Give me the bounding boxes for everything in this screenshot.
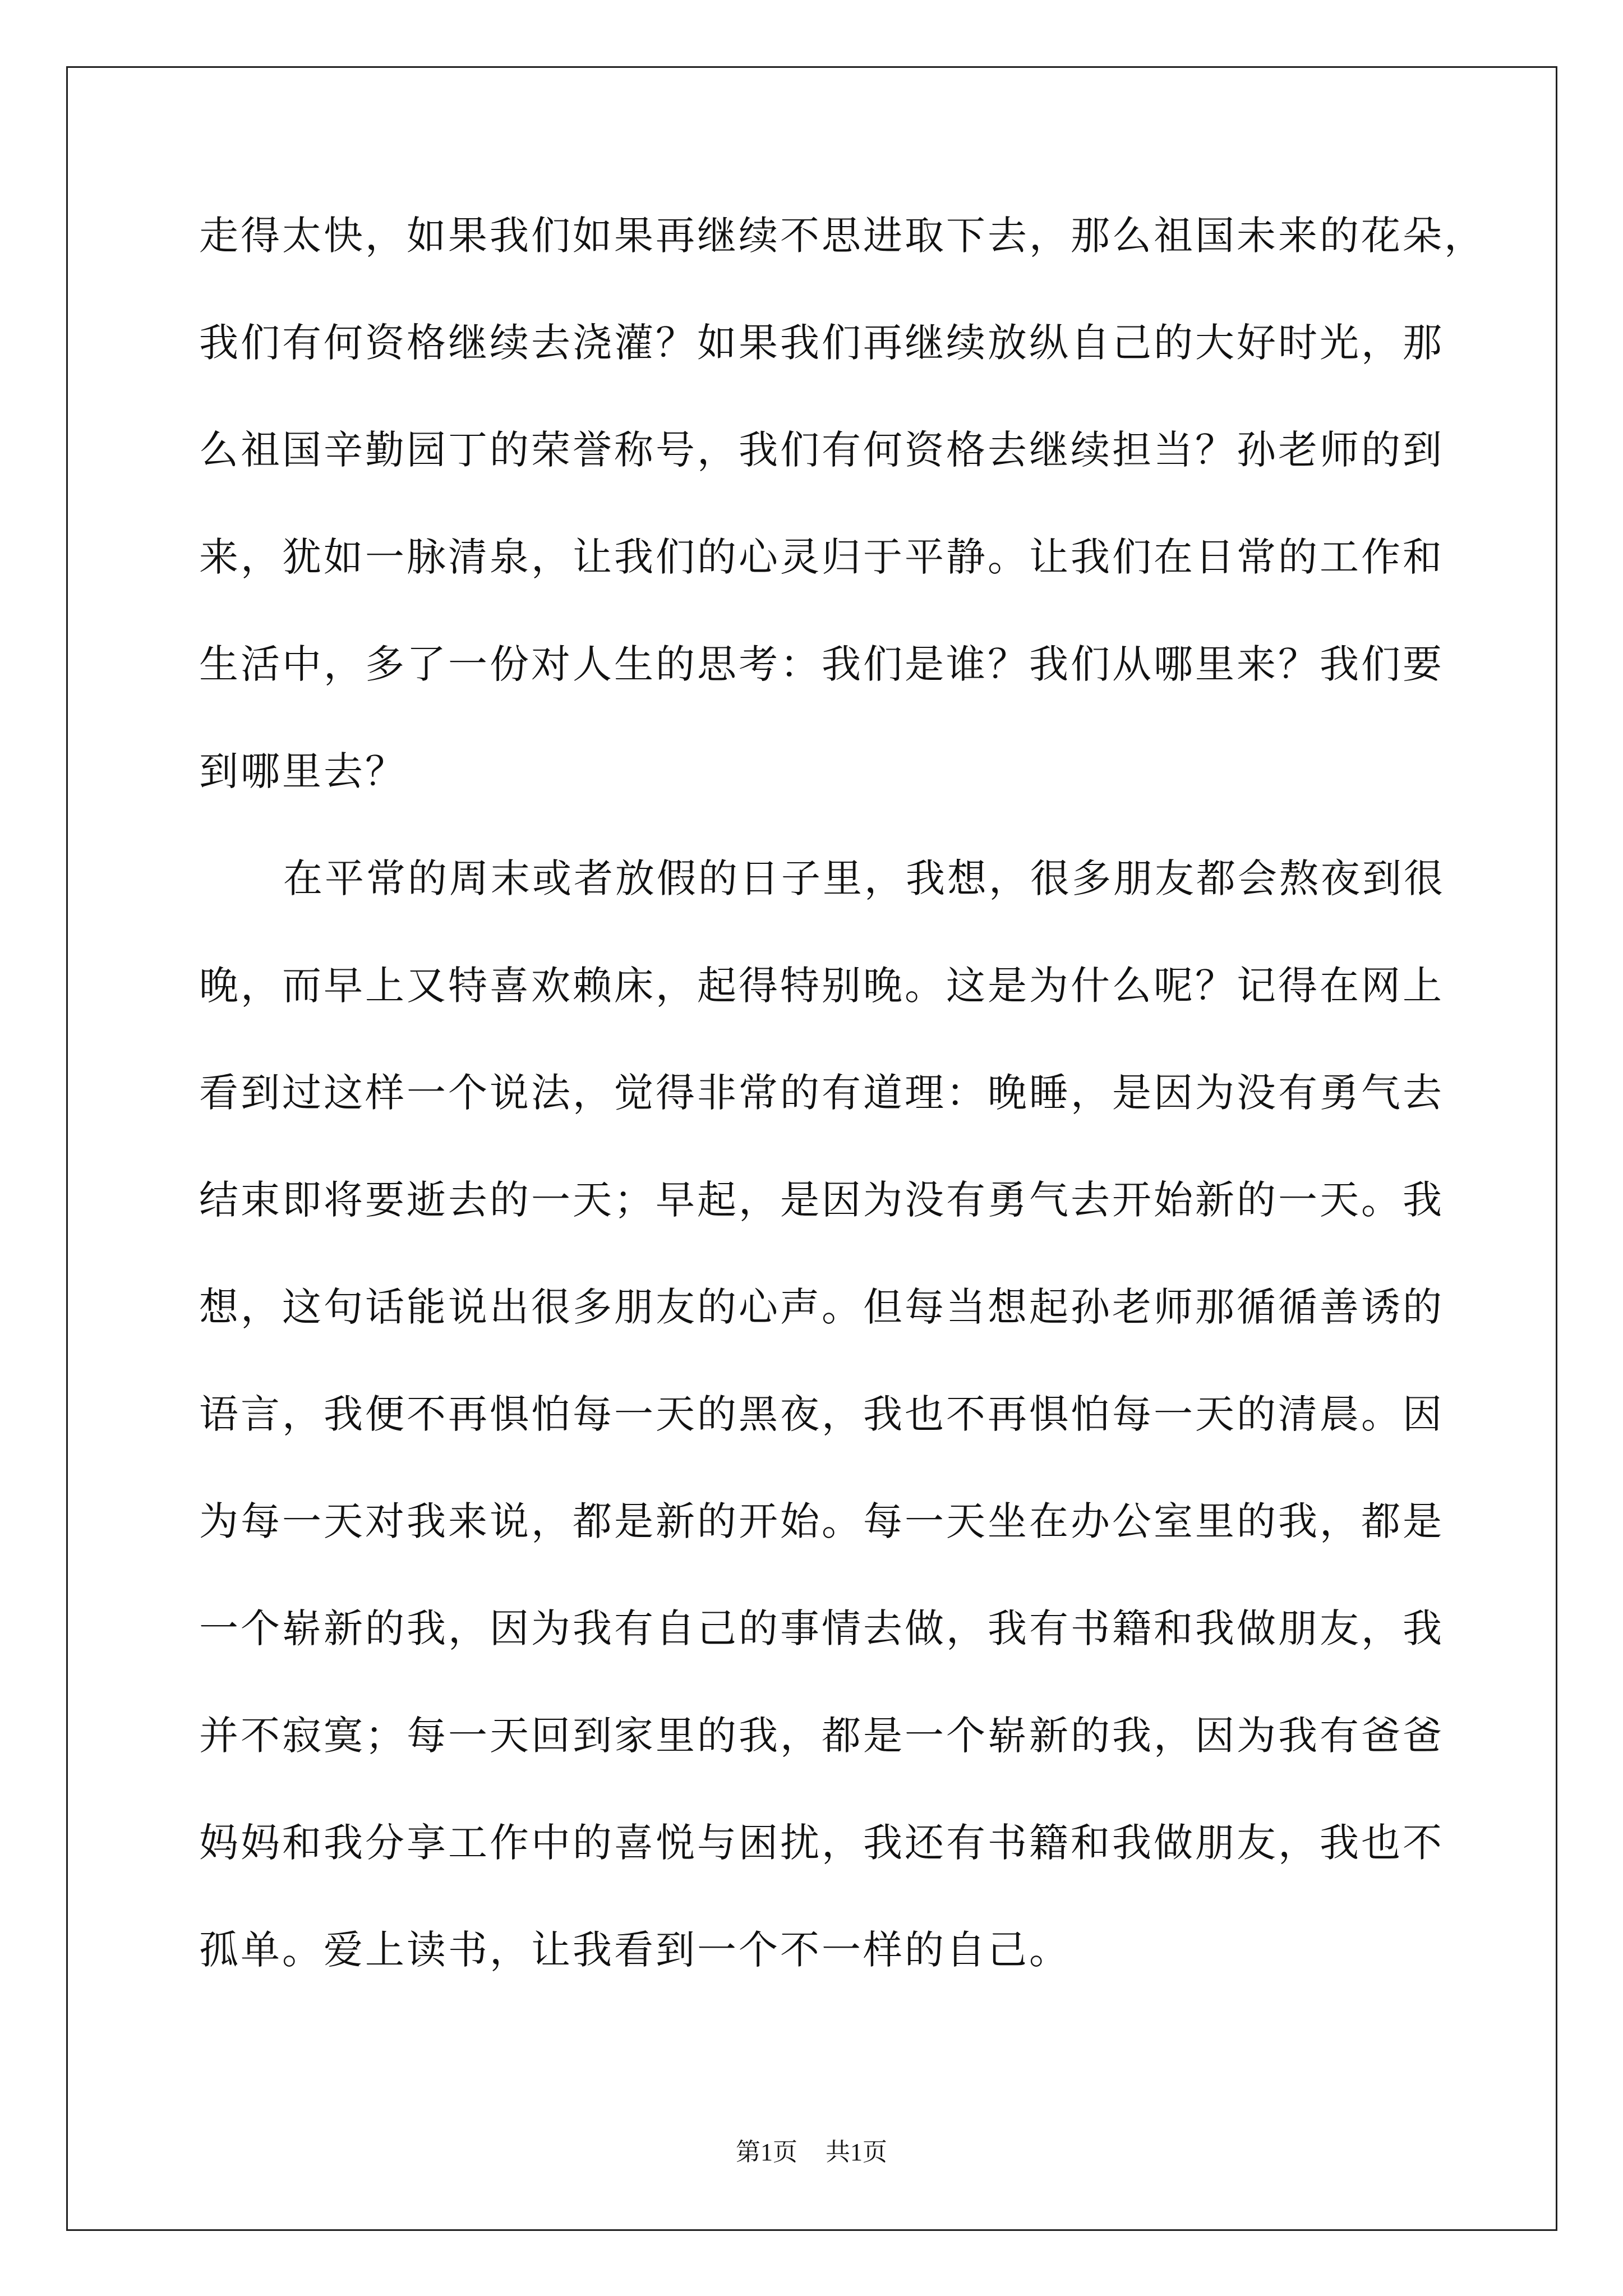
text-line: 想，这句话能说出很多朋友的心声。但每当想起孙老师那循循善诱的 <box>199 1284 1444 1330</box>
document-body <box>199 208 1486 2029</box>
text-line: 结束即将要逝去的一天；早起，是因为没有勇气去开始新的一天。我 <box>199 1177 1444 1223</box>
page-current: 第1页 <box>736 2138 797 2166</box>
text-line: 到哪里去？ <box>199 748 407 794</box>
text-line: 一个崭新的我，因为我有自己的事情去做，我有书籍和我做朋友，我 <box>199 1605 1444 1651</box>
page-number-footer <box>0 2132 1623 2168</box>
text-line: 为每一天对我来说，都是新的开始。每一天坐在办公室里的我，都是 <box>199 1498 1444 1544</box>
text-line: 来，犹如一脉清泉，让我们的心灵归于平静。让我们在日常的工作和 <box>199 534 1444 580</box>
text-line: 晚，而早上又特喜欢赖床，起得特别晚。这是为什么呢？记得在网上 <box>199 963 1444 1009</box>
text-line: 么祖国辛勤园丁的荣誉称号，我们有何资格去继续担当？孙老师的到 <box>199 427 1444 473</box>
text-line: 语言，我便不再惧怕每一天的黑夜，我也不再惧怕每一天的清晨。因 <box>199 1391 1444 1437</box>
page-total: 共1页 <box>826 2138 887 2166</box>
text-line: 看到过这样一个说法，觉得非常的有道理：晚睡，是因为没有勇气去 <box>199 1070 1444 1116</box>
text-line: 并不寂寞；每一天回到家里的我，都是一个崭新的我，因为我有爸爸 <box>199 1713 1444 1759</box>
paragraph-first-line: 在平常的周末或者放假的日子里，我想，很多朋友都会熬夜到很 <box>283 855 1445 901</box>
text-line: 生活中，多了一份对人生的思考：我们是谁？我们从哪里来？我们要 <box>199 641 1444 687</box>
text-line: 孤单。爱上读书，让我看到一个不一样的自己。 <box>199 1927 1071 1973</box>
text-line: 我们有何资格继续去浇灌？如果我们再继续放纵自己的大好时光，那 <box>199 320 1444 366</box>
text-line: 妈妈和我分享工作中的喜悦与困扰，我还有书籍和我做朋友，我也不 <box>199 1820 1444 1866</box>
text-line: 走得太快，如果我们如果再继续不思进取下去，那么祖国未来的花朵， <box>199 213 1486 259</box>
